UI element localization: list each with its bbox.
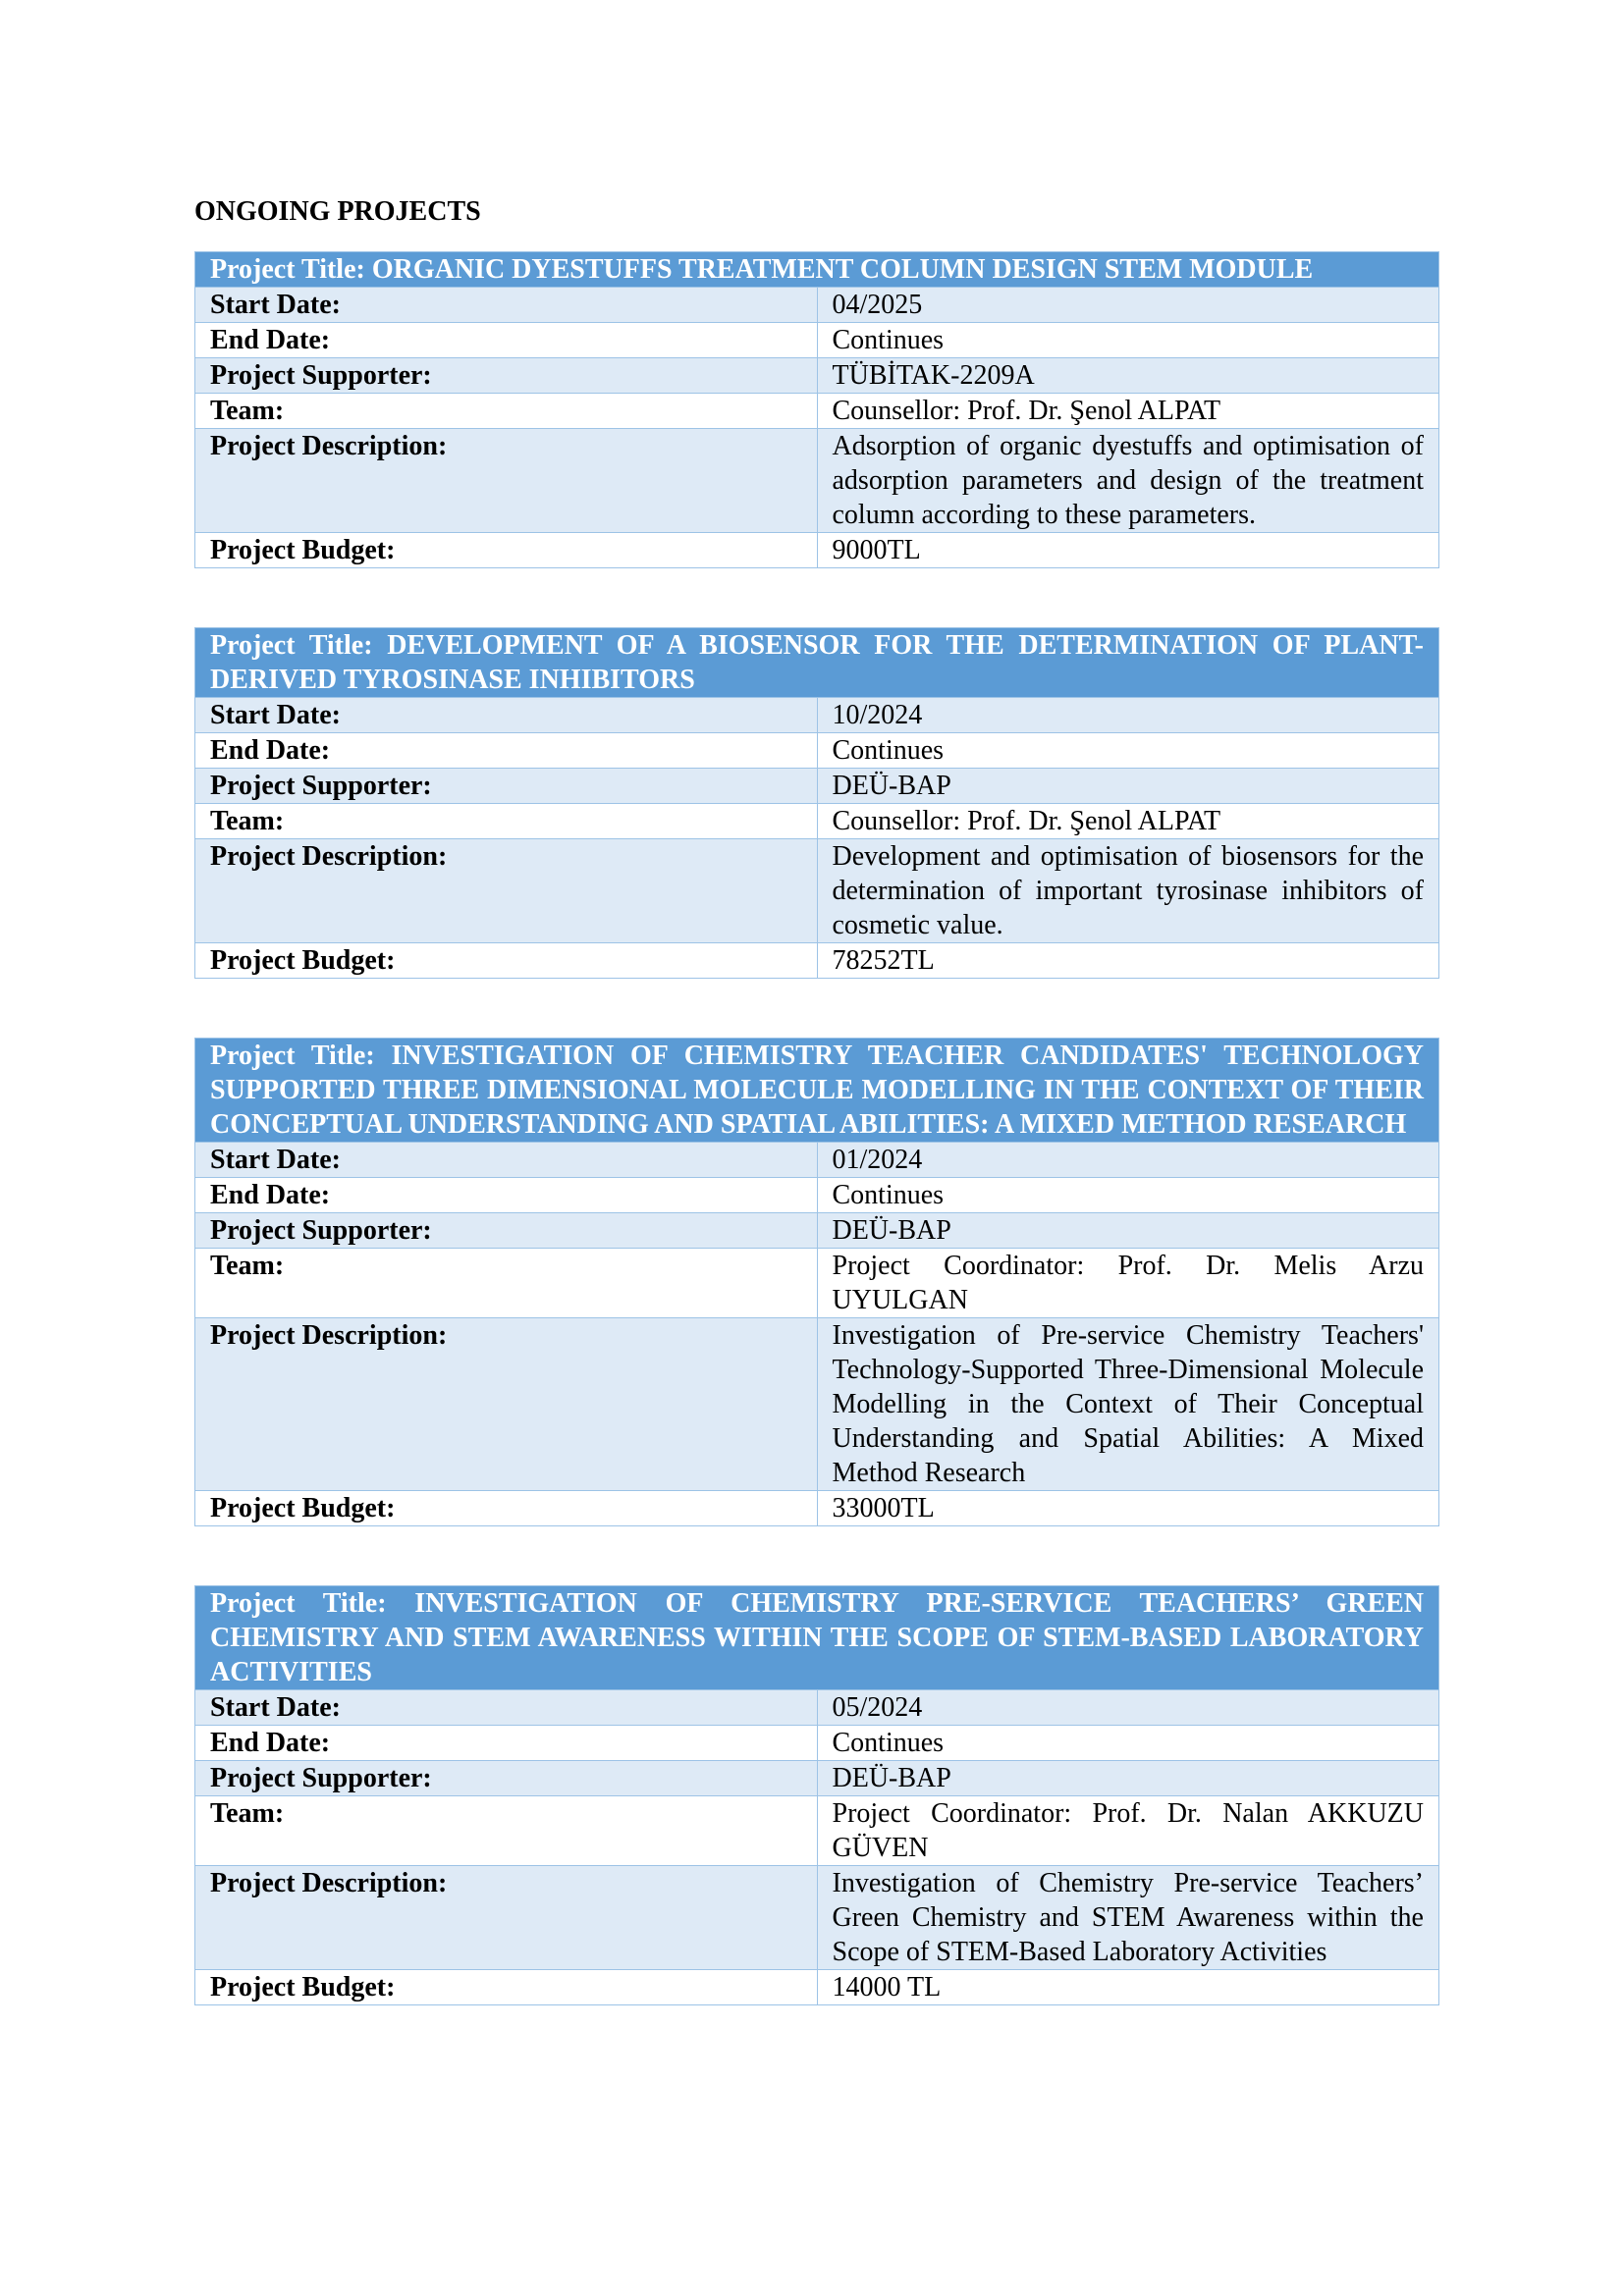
project-description-row [195, 1318, 1439, 1491]
budget-label: Project Budget: [195, 533, 818, 568]
supporter-value: DEÜ-BAP [817, 1761, 1439, 1796]
project-title-label: Project Title: [210, 1588, 387, 1619]
end-date-value: Continues [817, 1726, 1439, 1761]
page-heading: ONGOING PROJECTS [194, 196, 481, 227]
description-value: Development and optimisation of biosensors for the determination of important tyrosinase inhibitors of cosmetic value. [817, 839, 1439, 943]
project-team-row [195, 804, 1439, 839]
project-title-text: DEVELOPMENT OF A BIOSENSOR FOR THE DETERMINATION OF PLANT-DERIVED TYROSINASE INHIBITORS [210, 630, 1424, 695]
supporter-value: DEÜ-BAP [817, 769, 1439, 804]
project-title [195, 628, 1439, 698]
project-end-date-row [195, 1178, 1439, 1213]
project-team-row [195, 394, 1439, 429]
project-title-text: INVESTIGATION OF CHEMISTRY PRE-SERVICE TEACHERS’ GREEN CHEMISTRY AND STEM AWARENESS WITHIN THE SCOPE OF STEM-BASED LABORATORY ACTIVITIES [210, 1588, 1425, 1687]
description-label: Project Description: [195, 1866, 818, 1970]
project-title-label: Project Title: [210, 630, 373, 661]
budget-value: 14000 TL [817, 1970, 1439, 2005]
description-label: Project Description: [195, 1318, 818, 1491]
project-budget-row [195, 943, 1439, 979]
end-date-label: End Date: [195, 1178, 818, 1213]
supporter-value: TÜBİTAK-2209A [817, 358, 1439, 394]
team-value: Project Coordinator: Prof. Dr. Melis Arzu UYULGAN [817, 1249, 1439, 1318]
supporter-value: DEÜ-BAP [817, 1213, 1439, 1249]
project-title-text: INVESTIGATION OF CHEMISTRY TEACHER CANDIDATES' TECHNOLOGY SUPPORTED THREE DIMENSIONAL MOLECULE MODELLING IN THE CONTEXT OF THEIR CONCEPTUAL UNDERSTANDING AND SPATIAL ABILITIES: A MIXED METHOD RESEARCH [210, 1041, 1424, 1140]
project-title-row [195, 628, 1439, 698]
description-label: Project Description: [195, 429, 818, 533]
project-end-date-row [195, 323, 1439, 358]
project-title [195, 252, 1439, 288]
project-supporter-row [195, 1213, 1439, 1249]
supporter-label: Project Supporter: [195, 1761, 818, 1796]
project-budget-row [195, 1491, 1439, 1526]
end-date-value: Continues [817, 1178, 1439, 1213]
project-budget-row [195, 533, 1439, 568]
team-value: Counsellor: Prof. Dr. Şenol ALPAT [817, 804, 1439, 839]
project-end-date-row [195, 733, 1439, 769]
project-title-row [195, 1586, 1439, 1690]
budget-value: 9000TL [817, 533, 1439, 568]
start-date-label: Start Date: [195, 1690, 818, 1726]
project-title-text: ORGANIC DYESTUFFS TREATMENT COLUMN DESIGN STEM MODULE [371, 254, 1314, 285]
project-end-date-row [195, 1726, 1439, 1761]
project-title [195, 1039, 1439, 1143]
description-label: Project Description: [195, 839, 818, 943]
project-table [194, 627, 1439, 979]
project-team-row [195, 1249, 1439, 1318]
project-description-row [195, 1866, 1439, 1970]
team-label: Team: [195, 804, 818, 839]
end-date-label: End Date: [195, 323, 818, 358]
budget-value: 33000TL [817, 1491, 1439, 1526]
budget-label: Project Budget: [195, 1491, 818, 1526]
project-team-row [195, 1796, 1439, 1866]
team-label: Team: [195, 1796, 818, 1866]
project-table [194, 251, 1439, 568]
supporter-label: Project Supporter: [195, 1213, 818, 1249]
end-date-value: Continues [817, 733, 1439, 769]
project-supporter-row [195, 358, 1439, 394]
start-date-value: 01/2024 [817, 1143, 1439, 1178]
supporter-label: Project Supporter: [195, 769, 818, 804]
project-description-row [195, 839, 1439, 943]
project-budget-row [195, 1970, 1439, 2005]
description-value: Adsorption of organic dyestuffs and optimisation of adsorption parameters and design of the treatment column according to these parameters. [817, 429, 1439, 533]
end-date-value: Continues [817, 323, 1439, 358]
project-table [194, 1585, 1439, 2005]
budget-value: 78252TL [817, 943, 1439, 979]
project-title [195, 1586, 1439, 1690]
project-supporter-row [195, 769, 1439, 804]
start-date-value: 10/2024 [817, 698, 1439, 733]
supporter-label: Project Supporter: [195, 358, 818, 394]
project-start-date-row [195, 698, 1439, 733]
start-date-label: Start Date: [195, 288, 818, 323]
end-date-label: End Date: [195, 733, 818, 769]
project-start-date-row [195, 1690, 1439, 1726]
description-value: Investigation of Chemistry Pre-service Teachers’ Green Chemistry and STEM Awareness within the Scope of STEM-Based Laboratory Activities [817, 1866, 1439, 1970]
project-title-row [195, 1039, 1439, 1143]
start-date-label: Start Date: [195, 1143, 818, 1178]
project-title-label: Project Title: [210, 1041, 375, 1071]
budget-label: Project Budget: [195, 1970, 818, 2005]
team-value: Counsellor: Prof. Dr. Şenol ALPAT [817, 394, 1439, 429]
description-value: Investigation of Pre-service Chemistry Teachers' Technology-Supported Three-Dimensional Molecule Modelling in the Context of Their Conceptual Understanding and Spatial Abilities: A Mixed Method Research [817, 1318, 1439, 1491]
team-label: Team: [195, 1249, 818, 1318]
budget-label: Project Budget: [195, 943, 818, 979]
project-description-row [195, 429, 1439, 533]
project-table [194, 1038, 1439, 1526]
start-date-value: 04/2025 [817, 288, 1439, 323]
start-date-value: 05/2024 [817, 1690, 1439, 1726]
end-date-label: End Date: [195, 1726, 818, 1761]
project-title-row [195, 252, 1439, 288]
project-title-label: Project Title: [210, 254, 365, 285]
project-start-date-row [195, 288, 1439, 323]
team-value: Project Coordinator: Prof. Dr. Nalan AKKUZU GÜVEN [817, 1796, 1439, 1866]
document-page [194, 192, 1439, 2064]
project-supporter-row [195, 1761, 1439, 1796]
projects-list [194, 251, 1439, 2005]
project-start-date-row [195, 1143, 1439, 1178]
team-label: Team: [195, 394, 818, 429]
start-date-label: Start Date: [195, 698, 818, 733]
